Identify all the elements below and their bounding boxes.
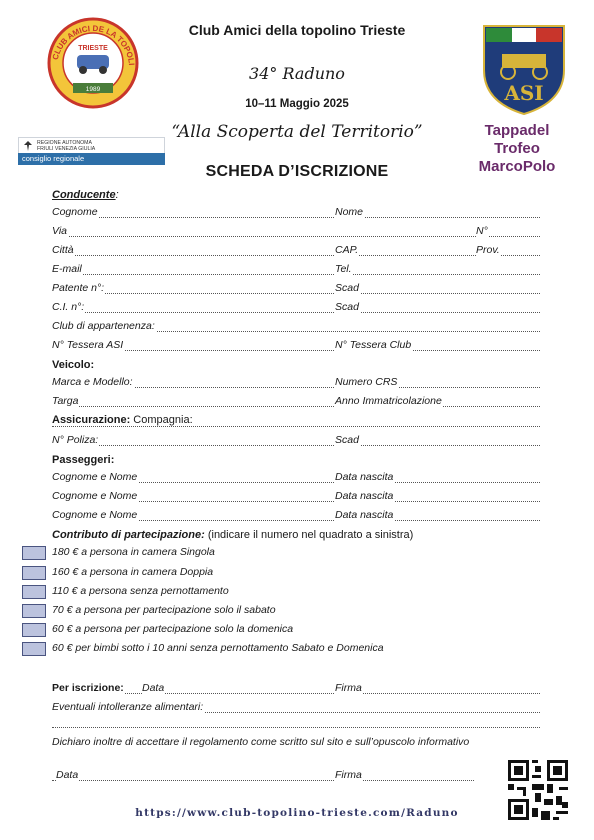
row-via[interactable]: Via N° xyxy=(52,223,540,240)
row-club[interactable]: Club di appartenenza: xyxy=(52,318,540,335)
row-passeggero[interactable]: Cognome e Nome Data nascita xyxy=(52,488,540,505)
club-logo xyxy=(47,17,139,109)
region-logo: REGIONE AUTONOMA FRIULI VENEZIA GIULIA consiglio regionale xyxy=(18,137,165,164)
row-iscrizione[interactable]: Per iscrizione: Data Firma xyxy=(52,680,540,697)
row-assicurazione[interactable]: Assicurazione: Compagnia: xyxy=(52,413,540,430)
quantity-box[interactable] xyxy=(22,642,46,656)
club-title: Club Amici della topolino Trieste xyxy=(188,22,406,38)
row-email[interactable]: E-mail Tel. xyxy=(52,261,540,278)
svg-text:ASI: ASI xyxy=(504,81,544,105)
website-link[interactable]: https://www.club-topolino-trieste.com/Raduno xyxy=(135,807,459,819)
section-conducente: Conducente: xyxy=(52,189,119,201)
section-veicolo: Veicolo: xyxy=(52,359,95,371)
row-polizza[interactable]: N° Poliza: Scad xyxy=(52,432,540,449)
section-contributo: Contributo di partecipazione: (indicare il numero nel quadrato a sinistra) xyxy=(52,529,414,541)
row-marca[interactable]: Marca e Modello: Numero CRS xyxy=(52,374,540,391)
row-cognome-nome[interactable]: Cognome Nome xyxy=(52,204,540,221)
form-title: SCHEDA D’ISCRIZIONE xyxy=(205,163,389,180)
row-passeggero[interactable]: Cognome e Nome Data nascita xyxy=(52,469,540,486)
event-dates: 10–11 Maggio 2025 xyxy=(245,98,349,110)
event-motto: “Alla Scoperta del Territorio” xyxy=(171,122,423,142)
asi-logo xyxy=(480,22,568,117)
eagle-icon xyxy=(22,140,34,152)
row-data-firma[interactable]: Data Firma xyxy=(52,767,474,784)
trofeo-marcopolo: Tappadel Trofeo MarcoPolo xyxy=(478,122,556,175)
row-intolleranze-extra[interactable] xyxy=(52,714,540,731)
row-citta[interactable]: Città CAP. Prov. xyxy=(52,242,540,259)
quantity-box[interactable] xyxy=(22,546,46,560)
quantity-box[interactable] xyxy=(22,585,46,599)
row-tessere[interactable]: N° Tessera ASI N° Tessera Club xyxy=(52,337,540,354)
raduno-title: 34° Raduno xyxy=(249,64,345,83)
quantity-box[interactable] xyxy=(22,566,46,580)
svg-text:CLUB AMICI DE LA TOPOLINO: CLUB AMICI DE LA TOPOLI xyxy=(50,23,136,66)
row-ci[interactable]: C.I. n°: Scad xyxy=(52,299,540,316)
row-intolleranze[interactable]: Eventuali intolleranze alimentari: xyxy=(52,699,540,716)
row-targa[interactable]: Targa Anno Immatricolazione xyxy=(52,393,540,410)
declaration-text: Dichiaro inoltre di accettare il regolamento come scritto sul sito e sull’opuscolo informativo xyxy=(52,736,470,748)
quantity-box[interactable] xyxy=(22,604,46,618)
qr-code-icon xyxy=(505,757,571,823)
svg-text:TRIESTE: TRIESTE xyxy=(78,45,108,52)
row-patente[interactable]: Patente n°: Scad xyxy=(52,280,540,297)
quantity-box[interactable] xyxy=(22,623,46,637)
row-passeggero[interactable]: Cognome e Nome Data nascita xyxy=(52,507,540,524)
svg-text:1989: 1989 xyxy=(85,86,101,93)
section-passeggeri: Passeggeri: xyxy=(52,454,115,466)
